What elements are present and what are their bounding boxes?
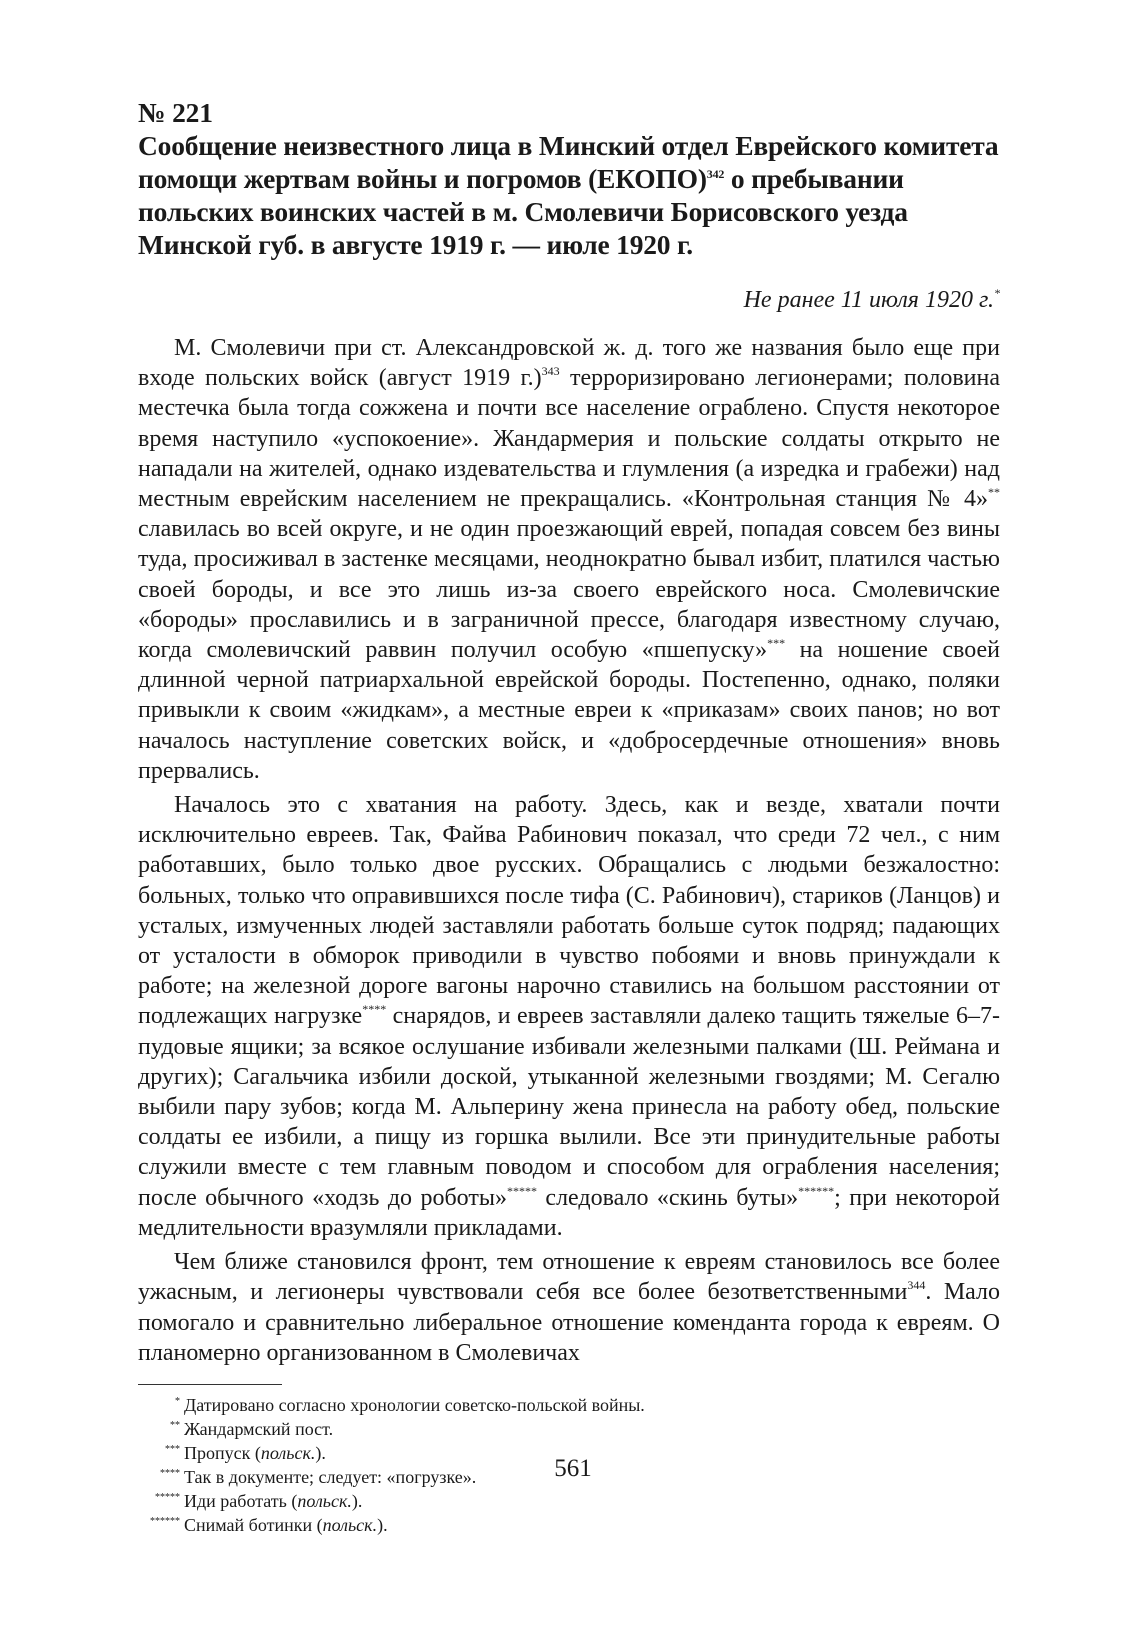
document-number: № 221 bbox=[138, 97, 213, 128]
footnote-marker: **** bbox=[160, 1467, 180, 1479]
footnote bbox=[138, 1489, 1000, 1513]
title-endnote-ref: 342 bbox=[706, 167, 725, 181]
endnote-ref: 343 bbox=[541, 364, 560, 379]
text-run: снарядов, и евреев заставляли далеко тащить тяжелые 6–7-пудовые ящики; за всякое ослушание избивали железными палками (Ш. Реймана и других); Сагальчика избили доской, утыканной железными гвоздями; М. Сегалю выбили пару зубов; когда М. Альперину жена принесла на работу обед, польские солдаты ее избили, а пищу из горшка вылили. Все эти принудительные работы служили вместе с тем главным поводом и способом для ограбления населения; после обычного «ходзь до роботы» bbox=[138, 1003, 1000, 1211]
footnote-mark bbox=[138, 1489, 180, 1513]
footnote-marker: ****** bbox=[150, 1515, 180, 1527]
footnote-mark bbox=[138, 1513, 180, 1537]
text-run: Началось это с хватания на работу. Здесь, как и везде, хватали почти исключительно евреев. Так, Файва Рабинович показал, что среди 72 чел., с ним работавших, было только двое русских. Обращались с людьми безжалостно: больных, только что оправившихся после тифа (С. Рабинович), стариков (Ланцов) и усталых, измученных людей заставляли работать больше суток подряд; падающих от усталости в обморок приводили в чувство побоями и вновь принуждали к работе; на железной дороге вагоны нарочно ставились на большом расстоянии от подлежащих нагрузке bbox=[138, 792, 1000, 1030]
footnote-ref: ****** bbox=[798, 1183, 835, 1198]
text-run: ; при некоторой медлительности вразумляли прикладами. bbox=[138, 1184, 1001, 1241]
footnote-text-run: ). bbox=[377, 1514, 388, 1535]
text-run: терроризировано легионерами; половина местечка была тогда сожжена и почти все население ограблено. Спустя некоторое время наступило «успокоение». Жандармерия и польские солдаты открыто не нападали на жителей, однако издевательства и глумления (а изредка и грабежи) над местным еврейским населением не прекращались. «Контрольная станция № 4» bbox=[138, 365, 1000, 513]
text-run: славилась во всей округе, и не один проезжающий еврей, попадая совсем без вины туда, просиживал в застенке месяцами, неоднократно бывал избит, платился частью своей бороды, и все это лишь из-за своего еврейского носа. Смолевичские «бороды» прославились и в заграничной прессе, благодаря известному случаю, когда смолевичский раввин получил особую «пшепуску» bbox=[138, 516, 1000, 664]
paragraph-1 bbox=[138, 333, 1000, 786]
footnote-ref: ** bbox=[988, 485, 1000, 500]
footnote-text-run: ). bbox=[315, 1442, 326, 1463]
endnote-ref: 344 bbox=[907, 1278, 926, 1293]
footnote-ref: **** bbox=[362, 1002, 387, 1017]
footnote-text bbox=[184, 1513, 388, 1537]
footnote-text-run: Иди работать ( bbox=[184, 1490, 298, 1511]
footnote-text: Жандармский пост. bbox=[184, 1418, 334, 1439]
document-page bbox=[138, 96, 1000, 1537]
footnote-text bbox=[184, 1489, 362, 1513]
footnote-language-abbr: польск. bbox=[297, 1490, 352, 1511]
footnote-mark bbox=[138, 1417, 180, 1441]
footnote-marker: *** bbox=[165, 1443, 180, 1455]
paragraph-2 bbox=[138, 790, 1000, 1243]
text-run: следовало «скинь буты» bbox=[536, 1184, 799, 1211]
text-run: на ношение своей длинной черной патриархальной еврейской бороды. Постепенно, однако, поляки привыкли к своим «жидкам», а местные евреи к «приказам» своих панов; но вот началось наступление советских войск, и «добросердечные отношения» вновь прервались. bbox=[138, 637, 1000, 784]
footnote-language-abbr: польск. bbox=[260, 1442, 316, 1463]
footnote-ref: *** bbox=[767, 636, 786, 651]
document-title bbox=[138, 129, 1000, 261]
date-line bbox=[138, 285, 1000, 315]
footnote bbox=[138, 1417, 1000, 1441]
footnote-text-run: Пропуск ( bbox=[184, 1442, 261, 1463]
footnote-text-run: Снимай ботинки ( bbox=[184, 1514, 323, 1535]
footnote-ref: ***** bbox=[506, 1183, 537, 1198]
footnote-divider bbox=[138, 1384, 282, 1385]
body-text bbox=[138, 333, 1000, 1368]
footnote-text-run: ). bbox=[351, 1490, 363, 1511]
date-text: Не ранее 11 июля 1920 г. bbox=[743, 287, 994, 313]
footnote-text: Так в документе; следует: «погрузке». bbox=[184, 1466, 477, 1487]
footnote-marker: ***** bbox=[155, 1491, 180, 1503]
footnote-marker: ** bbox=[170, 1419, 180, 1431]
title-text-part2: о пребывании польских воинских частей в м. Смолевичи Борисовского уезда Минской губ. в августе 1919 г. — июле 1920 г. bbox=[138, 163, 908, 260]
date-footnote-ref: * bbox=[994, 286, 1000, 300]
footnote-marker: * bbox=[175, 1395, 180, 1407]
page-number: 561 bbox=[554, 1455, 592, 1482]
footnote bbox=[138, 1513, 1000, 1537]
title-text-part1: Сообщение неизвестного лица в Минский отдел Еврейского комитета помощи жертвам войны и погромов (ЕКОПО) bbox=[138, 130, 999, 194]
footnote bbox=[138, 1393, 1000, 1417]
text-run: . Мало помогало и сравнительно либеральное отношение коменданта города к евреям. О планомерно организованном в Смолевичах bbox=[138, 1279, 1000, 1366]
paragraph-3 bbox=[138, 1247, 1000, 1368]
footnote-text: Датировано согласно хронологии советско-польской войны. bbox=[184, 1394, 645, 1415]
footnote-mark bbox=[138, 1393, 180, 1417]
text-run: Чем ближе становился фронт, тем отношение к евреям становилось все более ужасным, и легионеры чувствовали себя все более безответственными bbox=[138, 1249, 1000, 1306]
text-run: М. Смолевичи при ст. Александровской ж. д. того же названия было еще при входе польских войск (август 1919 г.) bbox=[138, 335, 1000, 392]
footnote-language-abbr: польск. bbox=[322, 1514, 378, 1535]
